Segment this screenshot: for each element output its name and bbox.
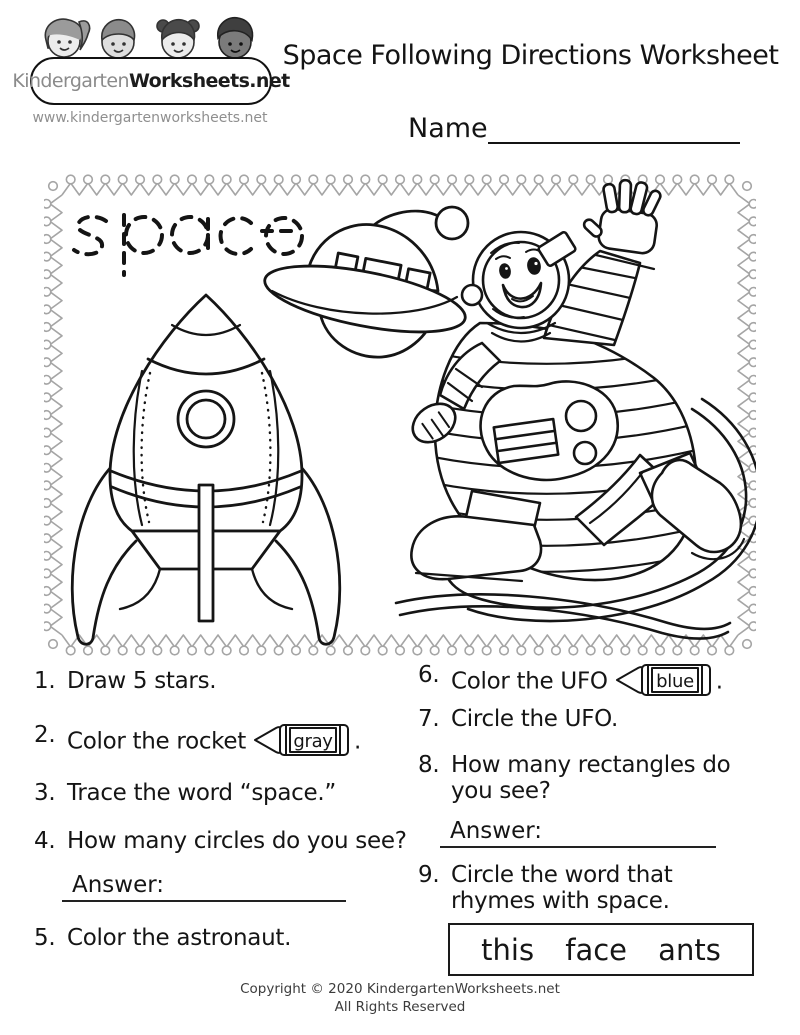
item-text: Circle the UFO. [451, 706, 619, 732]
word-bank-box [448, 923, 754, 976]
word-bank-word: face [565, 932, 628, 967]
brand-part2: Worksheets.net [128, 70, 290, 92]
logo-banner [12, 57, 290, 105]
instruction-item-1 [34, 668, 417, 694]
item-text: Trace the word “space.” [67, 780, 336, 806]
answer-line-circles [62, 872, 346, 902]
instruction-item-3 [34, 780, 417, 806]
instruction-item-7 [418, 706, 761, 732]
word-bank-word: ants [658, 932, 721, 967]
page-title: Space Following Directions Worksheet [282, 40, 779, 71]
instruction-item-5 [34, 925, 417, 951]
footer-rights: All Rights Reserved [334, 999, 466, 1015]
item-number: 4. [34, 828, 56, 854]
item-text: Color the UFO [451, 668, 608, 695]
rocket-illustration [72, 295, 340, 644]
item-text: Color the astronaut. [67, 925, 292, 951]
name-label: Name [408, 113, 488, 144]
item-text: Draw 5 stars. [67, 668, 217, 694]
name-field [408, 112, 740, 144]
site-url: www.kindergartenworksheets.net [32, 110, 268, 126]
item-suffix: . [353, 728, 361, 755]
brand-part1: Kindergarten [12, 70, 129, 92]
item-number: 1. [34, 668, 56, 694]
item-text: Circle the word that rhymes with space. [451, 862, 673, 914]
answer-label: Answer: [72, 872, 165, 898]
item-number: 3. [34, 780, 56, 806]
item-number: 7. [418, 706, 440, 732]
item-number: 6. [418, 662, 440, 688]
name-line [488, 112, 740, 144]
footer-copyright: Copyright © 2020 KindergartenWorksheets.net [240, 981, 560, 997]
answer-line-rectangles [440, 818, 716, 848]
instruction-item-2 [34, 722, 427, 762]
footer [0, 980, 800, 1016]
item-text: How many circles do you see? [67, 828, 407, 854]
instruction-item-8 [418, 752, 761, 804]
item-number: 2. [34, 722, 56, 748]
item-number: 8. [418, 752, 440, 778]
instruction-item-6 [418, 662, 781, 702]
trace-word-space [74, 215, 302, 275]
instruction-item-9 [418, 862, 761, 914]
worksheet-scene [44, 173, 756, 657]
crayon-icon [614, 662, 714, 698]
item-suffix: . [715, 668, 723, 695]
crayon-icon [252, 722, 352, 758]
item-text: Color the rocket [67, 728, 246, 755]
astronaut-illustration [396, 175, 756, 639]
word-bank-word: this [481, 932, 535, 967]
instruction-item-4 [34, 828, 417, 854]
crayon-label: gray [293, 731, 333, 752]
crayon-label: blue [655, 671, 694, 692]
answer-label: Answer: [450, 818, 543, 844]
item-text: How many rectangles do you see? [451, 752, 731, 804]
item-number: 5. [34, 925, 56, 951]
item-number: 9. [418, 862, 440, 888]
